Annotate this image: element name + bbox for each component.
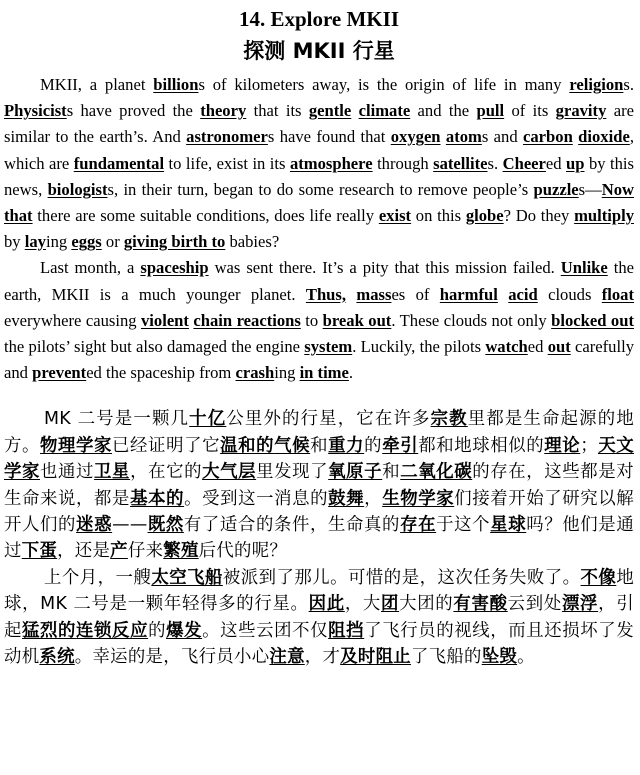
vocabulary-keyword: religion [569, 75, 624, 94]
english-paragraph-1 [4, 72, 634, 255]
text-run: s. [487, 153, 503, 173]
english-passage [4, 72, 634, 386]
vocabulary-keyword: fundamental [73, 153, 165, 173]
vocabulary-keyword: pull [476, 101, 505, 121]
vocabulary-keyword: 猛烈的 [22, 620, 77, 641]
vocabulary-keyword: violent [141, 310, 189, 330]
vocabulary-keyword: atom [445, 127, 482, 147]
vocabulary-keyword: 理论 [544, 435, 581, 456]
text-run: of its [504, 101, 556, 121]
vocabulary-keyword: 系统 [39, 647, 75, 668]
text-run: that its [246, 101, 309, 121]
vocabulary-keyword: Now that [4, 179, 634, 226]
text-run: s of kilometers away, is the origin of life in many [198, 75, 570, 94]
vocabulary-keyword: 有害 [453, 594, 490, 615]
vocabulary-keyword: atmosphere [289, 153, 373, 173]
vocabulary-keyword: Thus, [305, 284, 347, 304]
text-run [498, 285, 508, 304]
vocabulary-keyword: 阻挡 [328, 620, 365, 641]
vocabulary-keyword: lay [24, 232, 46, 252]
text-run: s and [481, 127, 524, 147]
vocabulary-keyword: 卫星 [94, 462, 131, 483]
chinese-paragraph-2 [4, 565, 634, 671]
vocabulary-keyword: 太空飞船 [151, 567, 223, 588]
vocabulary-keyword: 天文学家 [4, 435, 634, 483]
text-run: ing [45, 232, 72, 252]
vocabulary-keyword: up [566, 153, 585, 173]
text-run: ， [364, 488, 383, 509]
vocabulary-keyword: harmful [439, 284, 498, 304]
vocabulary-keyword: chain reactions [193, 310, 301, 330]
vocabulary-keyword: 气候 [274, 435, 311, 456]
vocabulary-keyword: 注意 [269, 647, 305, 668]
text-run: to [300, 310, 323, 330]
vocabulary-keyword: multiply [574, 206, 635, 226]
vocabulary-keyword: 牵引 [382, 435, 419, 456]
text-run: . Luckily, the pilots [352, 337, 486, 357]
vocabulary-keyword: 因此 [308, 594, 345, 615]
vocabulary-keyword: 阻止 [375, 647, 411, 668]
vocabulary-keyword: Physicist [4, 101, 67, 121]
text-run: or [101, 232, 124, 252]
text-run: 吗？他们是通过 [4, 515, 635, 562]
vocabulary-keyword: 不像 [580, 567, 617, 588]
text-run: are similar to the earth’s. And [4, 101, 634, 147]
text-run: on this [411, 206, 466, 226]
vocabulary-keyword: puzzle [533, 179, 579, 199]
text-run: the pilots’ sight but also damaged the engine [4, 337, 305, 357]
vocabulary-keyword: 下蛋 [21, 541, 58, 562]
vocabulary-keyword: oxygen [390, 127, 441, 147]
vocabulary-keyword: 既然 [147, 515, 184, 536]
vocabulary-keyword: globe [465, 206, 504, 226]
vocabulary-keyword: 繁殖 [163, 541, 199, 562]
text-run: ed the spaceship from [86, 363, 236, 383]
text-run: 。这些云团不仅 [202, 620, 329, 641]
text-run: was sent there. It’s a pity that this mission failed. [208, 258, 561, 278]
text-run: —— [112, 515, 148, 536]
vocabulary-keyword: astronomer [186, 127, 268, 147]
vocabulary-keyword: break out [322, 310, 392, 330]
english-paragraph-2 [4, 255, 634, 386]
vocabulary-keyword: dioxide [578, 127, 630, 147]
text-run: s have found that [267, 127, 391, 147]
vocabulary-keyword: crash [235, 363, 275, 383]
text-run: 。受到这一消息的 [184, 488, 329, 509]
vocabulary-keyword: 生物学家 [382, 488, 455, 509]
text-run: 和 [310, 435, 329, 456]
vocabulary-keyword: 十亿 [189, 409, 227, 430]
vocabulary-keyword: eggs [71, 232, 102, 252]
vocabulary-keyword: spaceship [140, 258, 209, 278]
text-run: the earth, MKII is a much younger planet. [4, 258, 635, 304]
text-run [346, 285, 356, 304]
vocabulary-keyword: 团 [381, 594, 400, 615]
text-run: 了飞行员的视线，而且还损坏了发动机 [4, 620, 634, 668]
text-run: everywhere causing [4, 310, 141, 330]
vocabulary-keyword: 迷惑 [76, 515, 113, 536]
text-run: 里都是生命起源的地方。 [4, 409, 635, 456]
vocabulary-keyword: climate [358, 101, 411, 121]
chinese-paragraph-1 [4, 406, 634, 564]
vocabulary-keyword: biologist [47, 179, 108, 199]
text-run: 地球，MK 二号是一颗年轻得多的行星。 [4, 567, 635, 615]
text-run: babies? [225, 232, 280, 252]
vocabulary-keyword: 漂浮 [561, 594, 599, 615]
vocabulary-keyword: blocked out [551, 310, 634, 330]
text-run: MK 二号是一颗几 [44, 409, 190, 430]
vocabulary-keyword: carbon [523, 127, 573, 147]
text-run: ed [527, 337, 548, 357]
text-run: by this news, [4, 153, 635, 199]
vocabulary-keyword: 基本的 [130, 488, 185, 509]
text-run: 后代的呢？ [198, 541, 288, 562]
text-run: s, in their turn, began to do some research to remove people’s [107, 179, 534, 199]
vocabulary-keyword: satellite [433, 153, 488, 173]
text-run: MKII, a planet [40, 75, 154, 94]
text-run: ，在它的 [130, 462, 203, 483]
text-run: to life, exist in its [164, 153, 290, 173]
vocabulary-keyword: 氧原子 [328, 462, 383, 483]
text-run: and the [410, 101, 477, 121]
text-run: ed [545, 153, 567, 173]
vocabulary-keyword: prevent [32, 363, 87, 383]
text-run: through [372, 153, 434, 173]
vocabulary-keyword: gentle [308, 101, 352, 121]
text-run: s— [578, 179, 602, 199]
text-run: . These clouds not only [391, 310, 552, 330]
lesson-title: 14. Explore MKII [238, 7, 400, 31]
text-run: 已经证明了它 [112, 435, 221, 456]
text-run: 上个月，一艘 [44, 567, 152, 588]
vocabulary-keyword: 宗教 [430, 409, 468, 430]
text-run: 的存在，这些都是对生命来说，都是 [4, 462, 634, 509]
text-run: by [4, 232, 25, 252]
text-run: es of [391, 284, 440, 304]
text-run: there are some suitable conditions, does life really [32, 206, 379, 226]
vocabulary-keyword: float [601, 284, 635, 304]
text-run: 的 [148, 620, 167, 641]
vocabulary-keyword: theory [200, 101, 247, 121]
vocabulary-keyword: out [547, 337, 571, 357]
text-run: 和 [382, 462, 401, 483]
text-run: 仔来 [127, 541, 164, 562]
vocabulary-keyword: 重力 [328, 435, 365, 456]
text-run: s. [623, 75, 635, 94]
text-run: 被派到了那儿。可惜的是，这次任务失败了。 [222, 567, 581, 588]
text-run: 。 [517, 647, 535, 668]
text-run: 有了适合的条件，生命真的 [183, 515, 401, 536]
text-run: ，引起 [4, 594, 634, 641]
vocabulary-keyword: system [304, 337, 353, 357]
vocabulary-keyword: 产 [110, 541, 128, 562]
vocabulary-keyword: 物理学家 [40, 435, 113, 456]
vocabulary-keyword: Unlike [560, 258, 608, 278]
text-run: 公里外的行星，它在许多 [226, 409, 431, 430]
text-run: ，还是 [57, 541, 111, 562]
vocabulary-keyword: Cheer [502, 153, 546, 173]
text-run: ，大 [344, 594, 382, 615]
vocabulary-keyword: 大气层 [202, 462, 257, 483]
vocabulary-keyword: mass [356, 284, 392, 304]
vocabulary-keyword: 连锁反应 [76, 620, 149, 641]
text-run: ，才 [304, 647, 341, 668]
text-run: 也通过 [40, 462, 95, 483]
text-run: s have proved the [66, 101, 201, 121]
vocabulary-keyword: acid [508, 284, 538, 304]
vocabulary-keyword: watch [485, 337, 528, 357]
text-run: 大团的 [399, 594, 454, 615]
vocabulary-keyword: 存在 [400, 515, 437, 536]
text-run: 于这个 [436, 515, 491, 536]
vocabulary-keyword: 温和的 [220, 435, 275, 456]
vocabulary-keyword: 爆发 [166, 620, 203, 641]
vocabulary-keyword: 及时 [340, 647, 376, 668]
text-run: ； [580, 435, 598, 456]
text-run: ing [274, 363, 300, 383]
text-run: 了飞船的 [410, 647, 482, 668]
text-run: 里发现了 [256, 462, 329, 483]
vocabulary-keyword: 坠毁 [481, 647, 518, 668]
vocabulary-keyword: 二氧化碳 [400, 462, 473, 483]
text-run: Last month, a [40, 258, 141, 278]
text-run: 都和地球相似的 [418, 435, 545, 456]
vocabulary-keyword: gravity [555, 101, 607, 121]
vocabulary-keyword: exist [378, 206, 412, 226]
text-run: 。幸运的是，飞行员小心 [74, 647, 270, 668]
vocabulary-keyword: 酸 [489, 594, 508, 615]
text-run: 的 [364, 435, 383, 456]
vocabulary-keyword: 星球 [490, 515, 527, 536]
chinese-passage [4, 406, 634, 670]
text-run: carefully and [4, 337, 634, 383]
vocabulary-keyword: giving birth to [123, 232, 226, 252]
text-run: , which are [4, 127, 634, 173]
text-run: 们接着开始了研究以解开人们的 [4, 488, 634, 536]
vocabulary-keyword: billion [153, 75, 199, 94]
text-run: . [348, 363, 354, 383]
text-run: clouds [537, 284, 602, 304]
lesson-subtitle: 探测 MKII 行星 [243, 39, 395, 63]
text-run: ? Do they [503, 206, 575, 226]
vocabulary-keyword: in time [299, 363, 349, 383]
text-run [351, 101, 358, 120]
text-run: 云到处 [507, 594, 562, 615]
vocabulary-keyword: 鼓舞 [328, 488, 365, 509]
